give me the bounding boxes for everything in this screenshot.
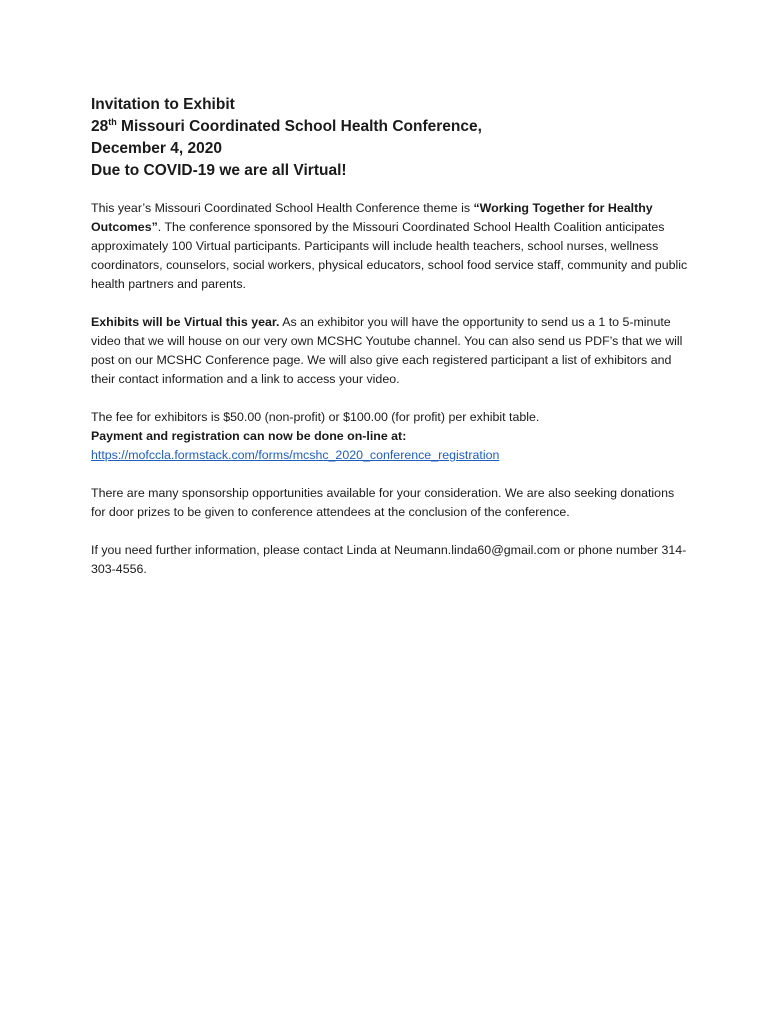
registration-link-line (91, 446, 691, 465)
fees-paragraph (91, 408, 691, 465)
conference-number: 28 (91, 118, 109, 135)
heading-line-conference (91, 116, 691, 138)
fee-line: The fee for exhibitors is $50.00 (non-profit) or $100.00 (for profit) per exhibit table. (91, 410, 540, 424)
heading-line-invitation: Invitation to Exhibit (91, 96, 235, 113)
conference-number-suffix: th (108, 116, 117, 127)
conference-theme: “Working Together for Healthy Outcomes” (91, 201, 653, 234)
exhibits-paragraph (91, 313, 691, 389)
heading-line-date: December 4, 2020 (91, 140, 222, 157)
intro-prefix: This year’s Missouri Coordinated School Health Conference theme is (91, 201, 474, 215)
sponsorship-paragraph: There are many sponsorship opportunities available for your consideration. We are also seeking donations for door prizes to be given to conference attendees at the conclusion of the conference. (91, 486, 675, 519)
contact-paragraph: If you need further information, please contact Linda at Neumann.linda60@gmail.com or phone number 314-303-4556. (91, 543, 687, 576)
intro-paragraph (91, 199, 691, 294)
heading-block (91, 94, 691, 182)
registration-link[interactable]: https://mofccla.formstack.com/forms/mcshc_2020_conference_registration (91, 448, 500, 462)
intro-rest: . The conference sponsored by the Missouri Coordinated School Health Coalition anticipates approximately 100 Virtual participants. Participants will include health teachers, school nurses, wellness coordinators, counselors, social workers, physical educators, school food service staff, community and public health partners and parents. (91, 220, 688, 291)
payment-line: Payment and registration can now be done on-line at: (91, 429, 407, 443)
exhibits-rest: As an exhibitor you will have the opportunity to send us a 1 to 5-minute video that we will house on our very own MCSHC Youtube channel. You can also send us PDF’s that we will post on our MCSHC Conference page. We will also give each registered participant a list of exhibitors and their contact information and a link to access your video. (91, 315, 683, 386)
heading-line-virtual: Due to COVID-19 we are all Virtual! (91, 162, 347, 179)
document-page (91, 94, 691, 579)
exhibits-lead: Exhibits will be Virtual this year. (91, 315, 280, 329)
conference-name: Missouri Coordinated School Health Conference, (116, 118, 482, 135)
